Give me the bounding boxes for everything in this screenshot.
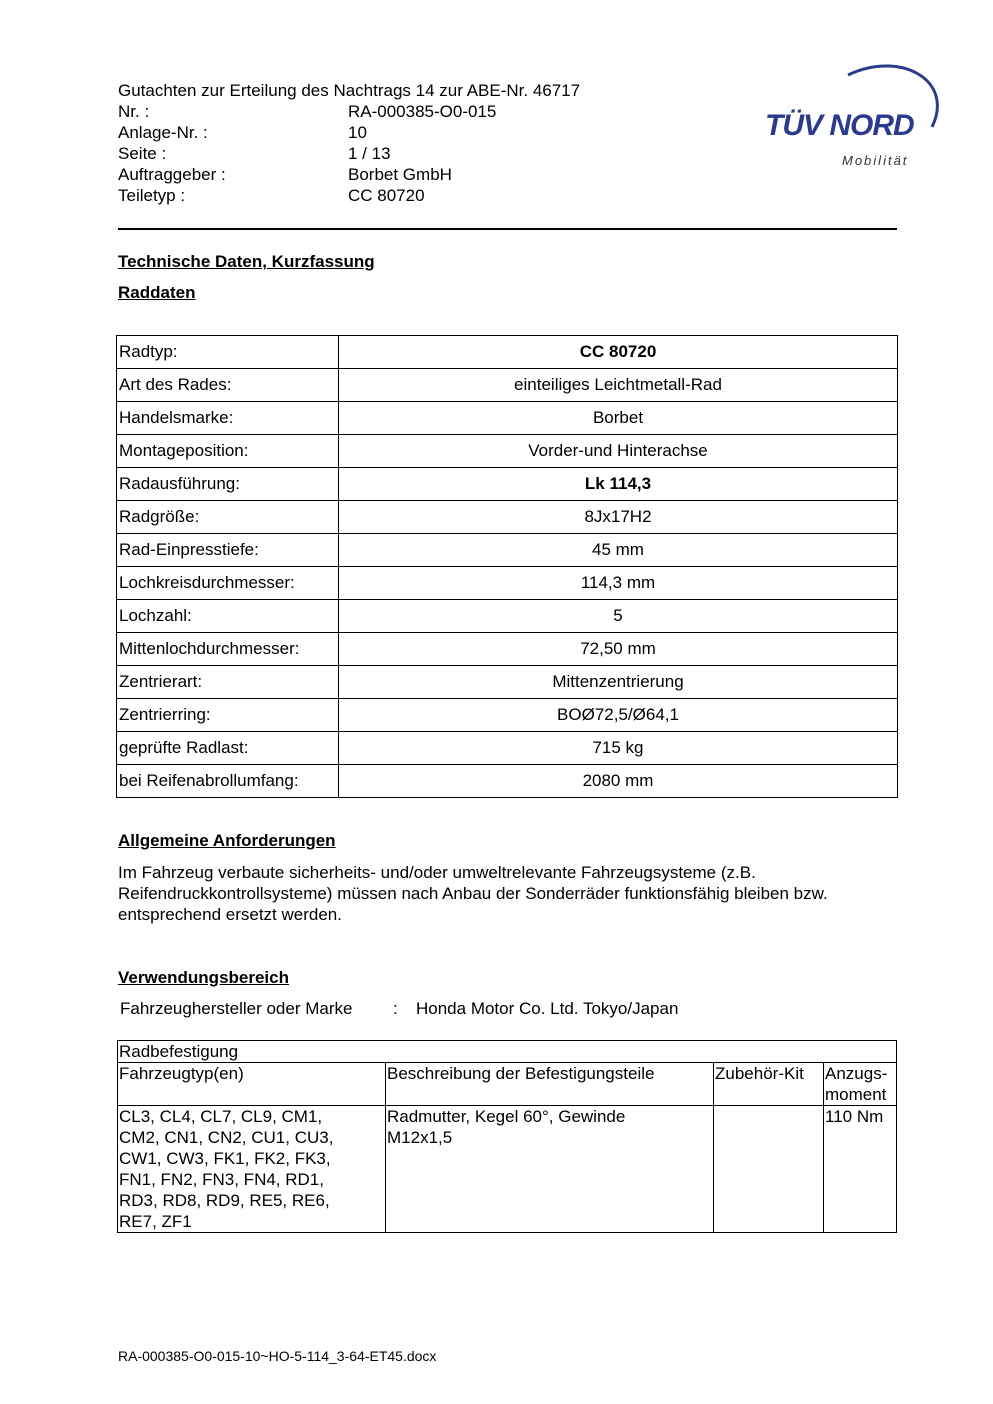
- wheel-data-row: [117, 402, 898, 435]
- header-value-anlage: 10: [348, 123, 367, 142]
- wheel-data-row: [117, 336, 898, 369]
- wheel-data-key: Handelsmarke:: [117, 402, 339, 435]
- header-line: Zubehör-Kit: [715, 1064, 804, 1083]
- wheel-data-row: [117, 600, 898, 633]
- wheel-data-key: Lochkreisdurchmesser:: [117, 567, 339, 600]
- allgemein-paragraph: [118, 862, 908, 925]
- manufacturer-label: Fahrzeughersteller oder Marke: [120, 999, 353, 1018]
- section-title-verwendung: Verwendungsbereich: [118, 968, 289, 987]
- section-title-raddaten: Raddaten: [118, 283, 196, 302]
- tuev-nord-logo-graphic: [760, 55, 945, 175]
- mounting-header-types: [118, 1063, 386, 1106]
- wheel-data-value: 72,50 mm: [339, 633, 898, 666]
- header-value-nr: RA-000385-O0-015: [348, 102, 497, 121]
- tuev-nord-logo: [760, 55, 945, 175]
- wheel-data-value: Borbet: [339, 402, 898, 435]
- mounting-description-cell: [386, 1106, 714, 1233]
- mounting-header-torque: [824, 1063, 897, 1106]
- wheel-data-key: Montageposition:: [117, 435, 339, 468]
- header-key-auftraggeber: Auftraggeber :: [118, 165, 226, 184]
- header-line: Anzugs-: [825, 1064, 888, 1083]
- type-line: CM2, CN1, CN2, CU1, CU3,: [119, 1128, 334, 1147]
- wheel-data-value: 2080 mm: [339, 765, 898, 798]
- wheel-data-value: 715 kg: [339, 732, 898, 765]
- wheel-data-key: Lochzahl:: [117, 600, 339, 633]
- description-line: M12x1,5: [387, 1128, 453, 1147]
- footer-filename: RA-000385-O0-015-10~HO-5-114_3-64-ET45.docx: [118, 1348, 437, 1364]
- mounting-row: [118, 1106, 897, 1233]
- mounting-table: [117, 1040, 897, 1233]
- wheel-data-row: [117, 435, 898, 468]
- wheel-data-key: bei Reifenabrollumfang:: [117, 765, 339, 798]
- header-key-anlage: Anlage-Nr. :: [118, 123, 208, 142]
- header-value-teiletyp: CC 80720: [348, 186, 425, 205]
- mounting-header-row: [118, 1063, 897, 1106]
- wheel-data-key: Zentrierring:: [117, 699, 339, 732]
- manufacturer-value: Honda Motor Co. Ltd. Tokyo/Japan: [416, 999, 679, 1018]
- header-divider: [118, 228, 897, 230]
- header-value-auftraggeber: Borbet GmbH: [348, 165, 452, 184]
- header-key-nr: Nr. :: [118, 102, 150, 121]
- mounting-types-cell: [118, 1106, 386, 1233]
- description-line: Radmutter, Kegel 60°, Gewinde: [387, 1107, 626, 1126]
- wheel-data-value: Lk 114,3: [339, 468, 898, 501]
- wheel-data-value: einteiliges Leichtmetall-Rad: [339, 369, 898, 402]
- wheel-data-row: [117, 765, 898, 798]
- section-title-tech: Technische Daten, Kurzfassung: [118, 252, 375, 271]
- logo-brand-text: TÜV NORD: [765, 109, 914, 142]
- mounting-kit-cell: [714, 1106, 824, 1233]
- mounting-header-kit: [714, 1063, 824, 1106]
- wheel-data-row: [117, 534, 898, 567]
- allgemein-line: Reifendruckkontrollsysteme) müssen nach Anbau der Sonderräder funktionsfähig bleiben bzw.: [118, 884, 828, 903]
- wheel-data-value: BOØ72,5/Ø64,1: [339, 699, 898, 732]
- wheel-data-key: Mittenlochdurchmesser:: [117, 633, 339, 666]
- wheel-data-value: Vorder-und Hinterachse: [339, 435, 898, 468]
- wheel-data-value: 114,3 mm: [339, 567, 898, 600]
- wheel-data-key: Zentrierart:: [117, 666, 339, 699]
- allgemein-line: Im Fahrzeug verbaute sicherheits- und/oder umweltrelevante Fahrzeugsysteme (z.B.: [118, 863, 756, 882]
- wheel-data-row: [117, 468, 898, 501]
- mounting-header-description: [386, 1063, 714, 1106]
- wheel-data-key: Rad-Einpresstiefe:: [117, 534, 339, 567]
- header-key-teiletyp: Teiletyp :: [118, 186, 186, 205]
- mounting-torque-cell: 110 Nm: [824, 1106, 897, 1233]
- logo-sub-text: Mobilität: [842, 153, 909, 168]
- allgemein-line: entsprechend ersetzt werden.: [118, 905, 342, 924]
- wheel-data-value: CC 80720: [339, 336, 898, 369]
- wheel-data-row: [117, 369, 898, 402]
- section-title-allgemein: Allgemeine Anforderungen: [118, 831, 336, 850]
- mounting-table-caption: Radbefestigung: [118, 1041, 897, 1063]
- wheel-data-key: Art des Rades:: [117, 369, 339, 402]
- document-title: Gutachten zur Erteilung des Nachtrags 14 zur ABE-Nr. 46717: [118, 81, 581, 100]
- wheel-data-key: Radgröße:: [117, 501, 339, 534]
- wheel-data-value: 8Jx17H2: [339, 501, 898, 534]
- wheel-data-value: 45 mm: [339, 534, 898, 567]
- header-line: Fahrzeugtyp(en): [119, 1064, 244, 1083]
- header-line: moment: [825, 1085, 887, 1104]
- wheel-data-row: [117, 666, 898, 699]
- header-value-seite: 1 / 13: [348, 144, 391, 163]
- wheel-data-row: [117, 699, 898, 732]
- header-line: Beschreibung der Befestigungsteile: [387, 1064, 655, 1083]
- wheel-data-row: [117, 567, 898, 600]
- wheel-data-row: [117, 732, 898, 765]
- type-line: RD3, RD8, RD9, RE5, RE6,: [119, 1191, 330, 1210]
- manufacturer-separator: :: [393, 999, 398, 1018]
- wheel-data-key: Radtyp:: [117, 336, 339, 369]
- type-line: CW1, CW3, FK1, FK2, FK3,: [119, 1149, 331, 1168]
- type-line: FN1, FN2, FN3, FN4, RD1,: [119, 1170, 324, 1189]
- type-line: CL3, CL4, CL7, CL9, CM1,: [119, 1107, 323, 1126]
- wheel-data-row: [117, 501, 898, 534]
- header-key-seite: Seite :: [118, 144, 167, 163]
- wheel-data-key: Radausführung:: [117, 468, 339, 501]
- type-line: RE7, ZF1: [119, 1212, 192, 1231]
- wheel-data-key: geprüfte Radlast:: [117, 732, 339, 765]
- wheel-data-value: 5: [339, 600, 898, 633]
- wheel-data-row: [117, 633, 898, 666]
- wheel-data-table: [116, 335, 898, 798]
- wheel-data-value: Mittenzentrierung: [339, 666, 898, 699]
